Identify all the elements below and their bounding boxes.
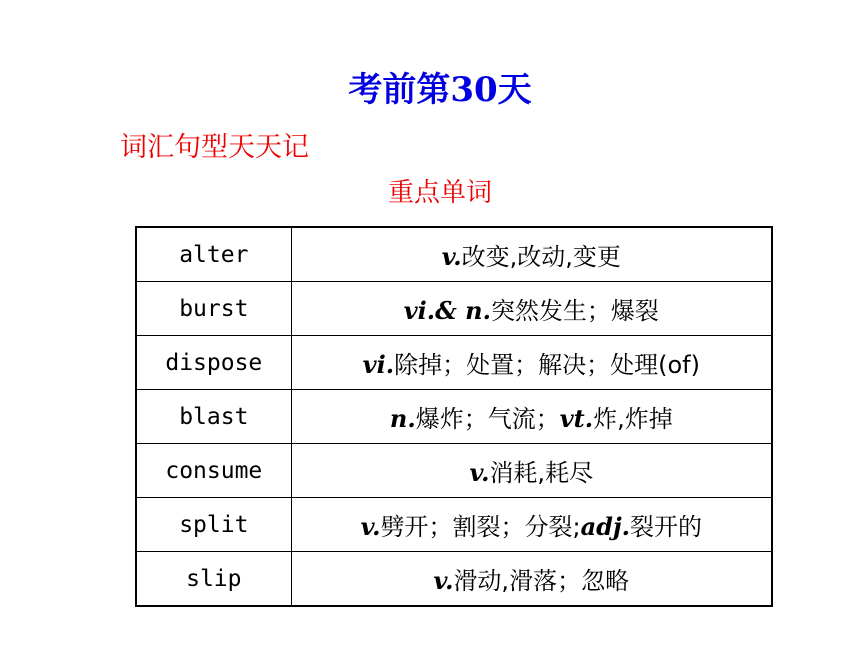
meaning-text: 裂开的	[629, 513, 702, 541]
table-row	[136, 390, 772, 444]
meaning-text: 突然发生；爆裂	[490, 297, 659, 325]
definition-cell	[291, 227, 772, 282]
part-of-speech: n.	[389, 404, 416, 433]
meaning-text: 消耗,耗尽	[489, 459, 594, 487]
definition-cell	[291, 552, 772, 607]
word-cell: alter	[136, 227, 291, 282]
part-of-speech: adj.	[580, 512, 630, 541]
section-heading: 词汇句型天天记	[120, 132, 309, 163]
table-row	[136, 552, 772, 607]
meaning-text: 除掉；处置；解决；处理(of)	[394, 351, 700, 379]
part-of-speech: vt.	[559, 404, 594, 433]
table-row	[136, 227, 772, 282]
table-row	[136, 498, 772, 552]
word-cell: burst	[136, 282, 291, 336]
part-of-speech: v.	[360, 512, 381, 541]
word-cell: dispose	[136, 336, 291, 390]
table-row	[136, 444, 772, 498]
definition-cell	[291, 498, 772, 552]
definition-cell	[291, 336, 772, 390]
vocabulary-table	[135, 226, 773, 607]
part-of-speech: vi.& n.	[403, 296, 491, 325]
meaning-text: 滑动,滑落；忽略	[453, 567, 630, 595]
table-heading: 重点单词	[387, 178, 492, 208]
table-row	[136, 282, 772, 336]
part-of-speech: v.	[469, 458, 490, 487]
part-of-speech: v.	[441, 242, 462, 271]
definition-cell	[291, 282, 772, 336]
word-cell: consume	[136, 444, 291, 498]
word-cell: blast	[136, 390, 291, 444]
meaning-text: 改变,改动,变更	[461, 243, 621, 271]
meaning-text: 炸,炸掉	[593, 405, 673, 433]
part-of-speech: v.	[433, 566, 454, 595]
definition-cell	[291, 390, 772, 444]
table-row	[136, 336, 772, 390]
meaning-text: 劈开；割裂；分裂;	[380, 513, 581, 541]
part-of-speech: vi.	[362, 350, 395, 379]
word-cell: slip	[136, 552, 291, 607]
meaning-text: 爆炸；气流；	[415, 405, 560, 433]
page-title: 考前第30天	[348, 70, 532, 110]
definition-cell	[291, 444, 772, 498]
word-cell: split	[136, 498, 291, 552]
